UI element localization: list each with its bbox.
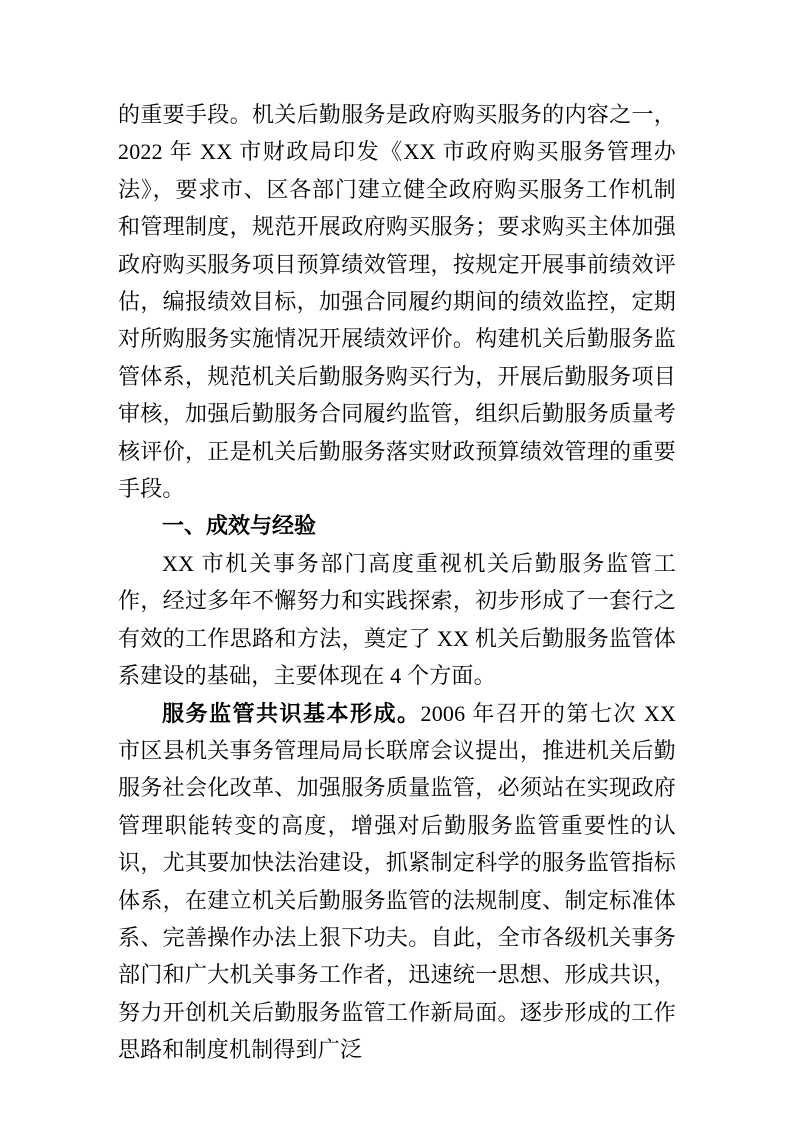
section-heading: 一、成效与经验: [162, 513, 317, 539]
paragraph-lead-bold: 服务监管共识基本形成。: [162, 700, 421, 726]
paragraph-lead-body: 2006 年召开的第七次 XX 市区县机关事务管理局局长联席会议提出，推进机关后勤服务社会化改革、加强服务质量监管，必须站在实现政府管理职能转变的高度，增强对后勤服务监管重要性的认识，尤其要加快法治建设，抓紧制定科学的服务监管指标体系，在建立机关后勤服务监管的法规制度、制定标准体系、完善操作办法上狠下功夫。自此，全市各级机关事务部门和广大机关事务工作者，迅速统一思想、形成共识，努力开创机关后勤服务监管工作新局面。逐步形成的工作思路和制度机制得到广泛: [118, 700, 676, 1063]
paragraph-with-bold-lead: [118, 695, 676, 1069]
paragraph-body: XX 市机关事务部门高度重视机关后勤服务监管工作，经过多年不懈努力和实践探索，初步形成了一套行之有效的工作思路和方法，奠定了 XX 机关后勤服务监管体系建设的基础，主要体现在 4 个方面。: [118, 550, 676, 689]
paragraph-continuation: 的重要手段。机关后勤服务是政府购买服务的内容之一，2022 年 XX 市财政局印发《XX 市政府购买服务管理办法》，要求市、区各部门建立健全政府购买服务工作机制和管理制度，规范开展政府购买服务；要求购买主体加强政府购买服务项目预算绩效管理，按规定开展事前绩效评估，编报绩效目标，加强合同履约期间的绩效监控，定期对所购服务实施情况开展绩效评价。构建机关后勤服务监管体系，规范机关后勤服务购买行为，开展后勤服务项目审核，加强后勤服务合同履约监管，组织后勤服务质量考核评价，正是机关后勤服务落实财政预算绩效管理的重要手段。: [118, 102, 676, 502]
